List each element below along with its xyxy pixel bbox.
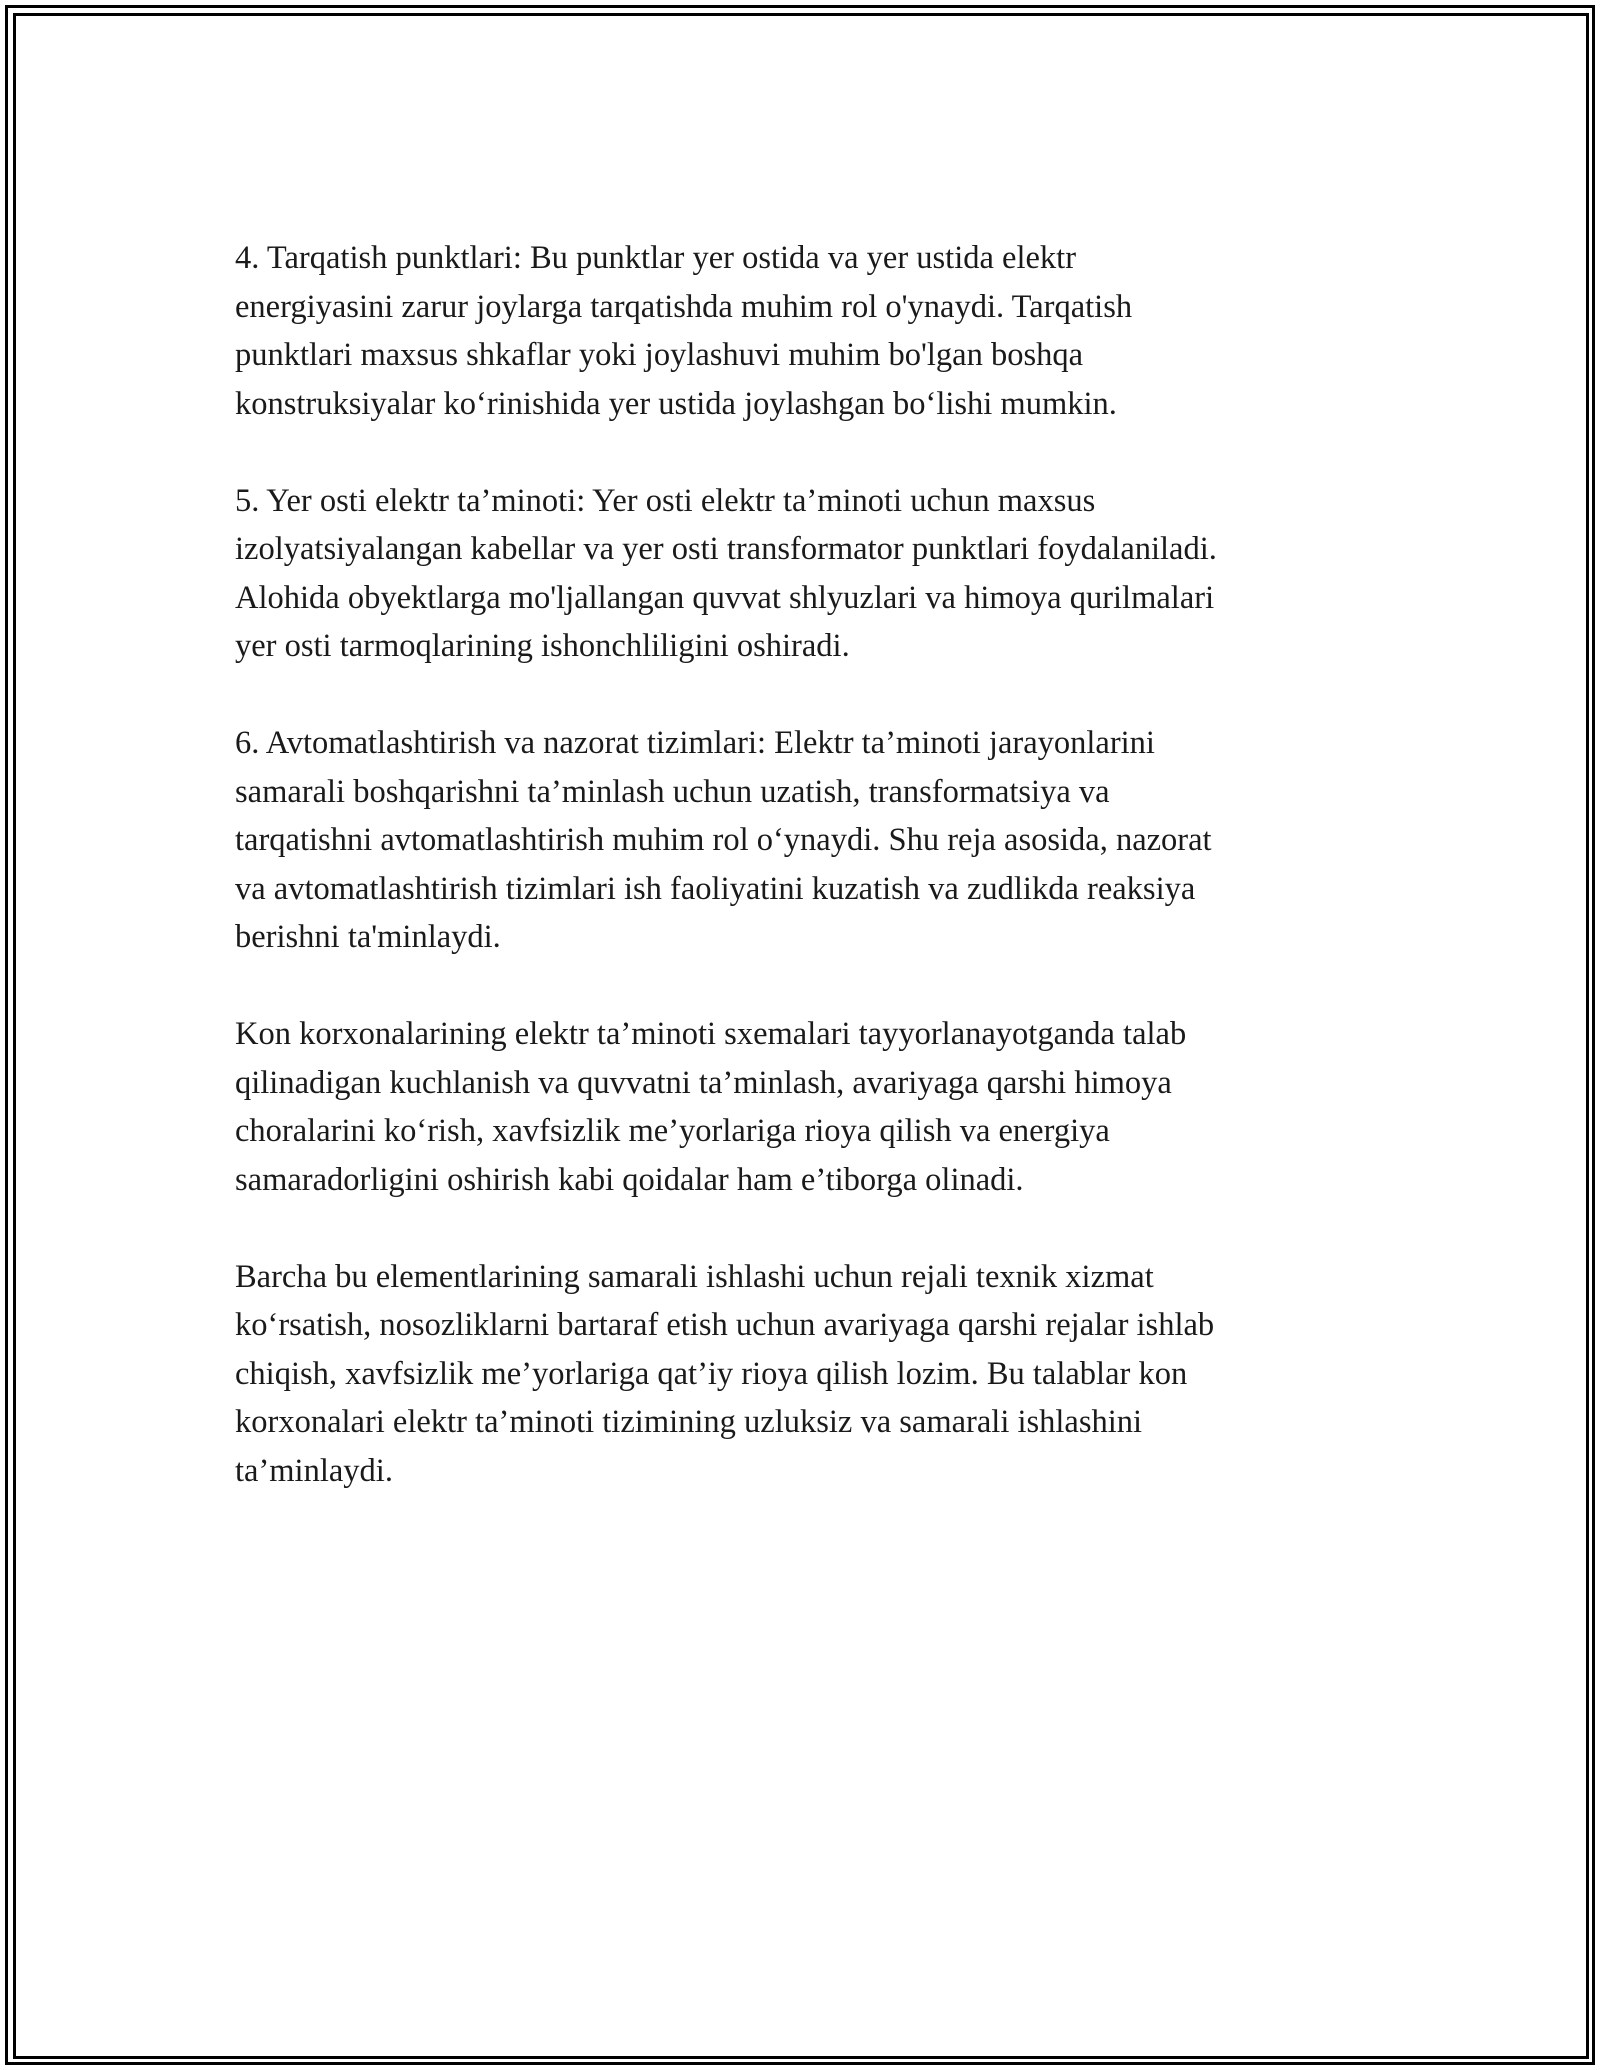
text-line: berishni ta'minlaydi.	[235, 919, 501, 955]
text-line: yer osti tarmoqlarining ishonchliligini oshiradi.	[235, 628, 850, 664]
text-line: samarali boshqarishni ta’minlash uchun uzatish, transformatsiya va	[235, 773, 1110, 810]
text-line: korxonalari elektr ta’minoti tizimining uzluksiz va samarali ishlashini	[235, 1404, 1143, 1440]
text-line: Barcha bu elementlarining samarali ishlashi uchun rejali texnik xizmat	[235, 1258, 1154, 1295]
text-line: konstruksiyalar ko‘rinishida yer ustida joylashgan bo‘lishi mumkin.	[235, 385, 1117, 422]
text-line: energiyasini zarur joylarga tarqatishda muhim rol o'ynaydi. Tarqatish	[235, 288, 1133, 325]
text-line: 6. Avtomatlashtirish va nazorat tizimlari: Elektr ta’minoti jarayonlarini	[235, 725, 1155, 761]
text-line: chiqish, xavfsizlik me’yorlariga qat’iy rioya qilish lozim. Bu talablar kon	[235, 1355, 1188, 1392]
paragraph-supply-schemes	[235, 1010, 1365, 1204]
text-line: punktlari maxsus shkaflar yoki joylashuvi muhim bo'lgan boshqa	[235, 337, 1084, 373]
text-line: tarqatishni avtomatlashtirish muhim rol o‘ynaydi. Shu reja asosida, nazorat	[235, 822, 1212, 858]
text-line: ta’minlaydi.	[235, 1452, 393, 1489]
text-line: 4. Tarqatish punktlari: Bu punktlar yer ostida va yer ustida elektr	[235, 240, 1077, 276]
text-line: izolyatsiyalangan kabellar va yer osti transformator punktlari foydalaniladi.	[235, 531, 1217, 567]
text-line: Kon korxonalarining elektr ta’minoti sxemalari tayyorlanayotganda talab	[235, 1016, 1187, 1052]
paragraph-automation-control	[235, 719, 1365, 962]
text-line: Alohida obyektlarga mo'ljallangan quvvat shlyuzlari va himoya qurilmalari	[235, 579, 1215, 616]
paragraph-underground-supply	[235, 477, 1365, 671]
paragraph-distribution-points	[235, 234, 1365, 428]
text-line: 5. Yer osti elektr ta’minoti: Yer osti elektr ta’minoti uchun maxsus	[235, 482, 1096, 519]
text-line: va avtomatlashtirish tizimlari ish faoliyatini kuzatish va zudlikda reaksiya	[235, 870, 1196, 907]
text-line: qilinadigan kuchlanish va quvvatni ta’minlash, avariyaga qarshi himoya	[235, 1064, 1172, 1101]
text-line: samaradorligini oshirish kabi qoidalar ham e’tiborga olinadi.	[235, 1161, 1024, 1198]
paragraph-maintenance-requirements	[235, 1253, 1365, 1496]
text-line: ko‘rsatish, nosozliklarni bartaraf etish uchun avariyaga qarshi rejalar ishlab	[235, 1307, 1215, 1343]
document-body	[235, 234, 1365, 1544]
text-line: choralarini ko‘rish, xavfsizlik me’yorlariga rioya qilish va energiya	[235, 1113, 1110, 1149]
